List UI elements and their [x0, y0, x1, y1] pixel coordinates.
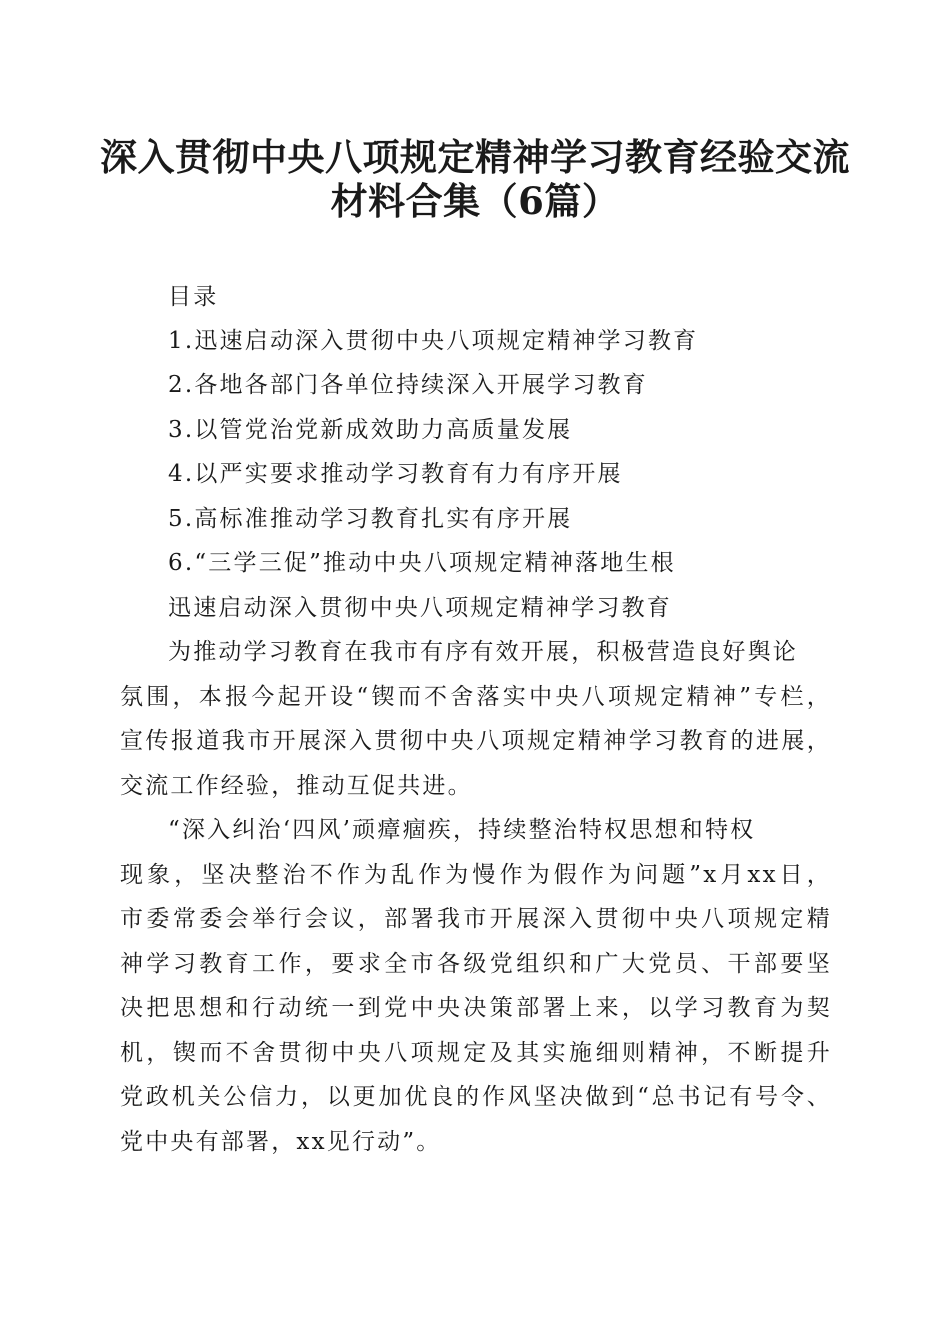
- paragraph-2-line-5: 决把思想和行动统一到党中央决策部署上来，以学习教育为契: [120, 995, 832, 1021]
- toc-item-3: 3.以管党治党新成效助力高质量发展: [168, 417, 573, 443]
- toc-item-2: 2.各地各部门各单位持续深入开展学习教育: [168, 372, 648, 398]
- paragraph-2-line-1: “深入纠治‘四风’顽瘴痼疾，持续整治特权思想和特权: [168, 817, 756, 843]
- section-title: 迅速启动深入贯彻中央八项规定精神学习教育: [168, 595, 672, 621]
- paragraph-1-line-1: 为推动学习教育在我市有序有效开展，积极营造良好舆论: [168, 639, 798, 665]
- paragraph-1-line-3: 宣传报道我市开展深入贯彻中央八项规定精神学习教育的进展，: [120, 728, 832, 754]
- toc-item-4: 4.以严实要求推动学习教育有力有序开展: [168, 461, 623, 487]
- paragraph-2-line-4: 神学习教育工作，要求全市各级党组织和广大党员、干部要坚: [120, 951, 832, 977]
- document-title-line-2: 材料合集（6篇）: [330, 179, 620, 223]
- toc-item-6: 6.“三学三促”推动中央八项规定精神落地生根: [168, 550, 676, 576]
- paragraph-1-line-2: 氛围，本报今起开设“锲而不舍落实中央八项规定精神”专栏，: [120, 684, 832, 710]
- toc-heading: 目录: [168, 284, 219, 310]
- paragraph-1-line-4: 交流工作经验，推动互促共进。: [120, 773, 473, 799]
- paragraph-2-line-8: 党中央有部署，xx见行动”。: [120, 1129, 442, 1155]
- document-title-line-1: 深入贯彻中央八项规定精神学习教育经验交流: [100, 135, 850, 179]
- paragraph-2-line-6: 机，锲而不舍贯彻中央八项规定及其实施细则精神，不断提升: [120, 1040, 832, 1066]
- toc-item-1: 1.迅速启动深入贯彻中央八项规定精神学习教育: [168, 328, 699, 354]
- paragraph-2-line-2: 现象，坚决整治不作为乱作为慢作为假作为问题”x月xx日，: [120, 862, 832, 888]
- paragraph-2-line-3: 市委常委会举行会议，部署我市开展深入贯彻中央八项规定精: [120, 906, 832, 932]
- toc-item-5: 5.高标准推动学习教育扎实有序开展: [168, 506, 573, 532]
- paragraph-2-line-7: 党政机关公信力，以更加优良的作风坚决做到“总书记有号令、: [120, 1084, 832, 1110]
